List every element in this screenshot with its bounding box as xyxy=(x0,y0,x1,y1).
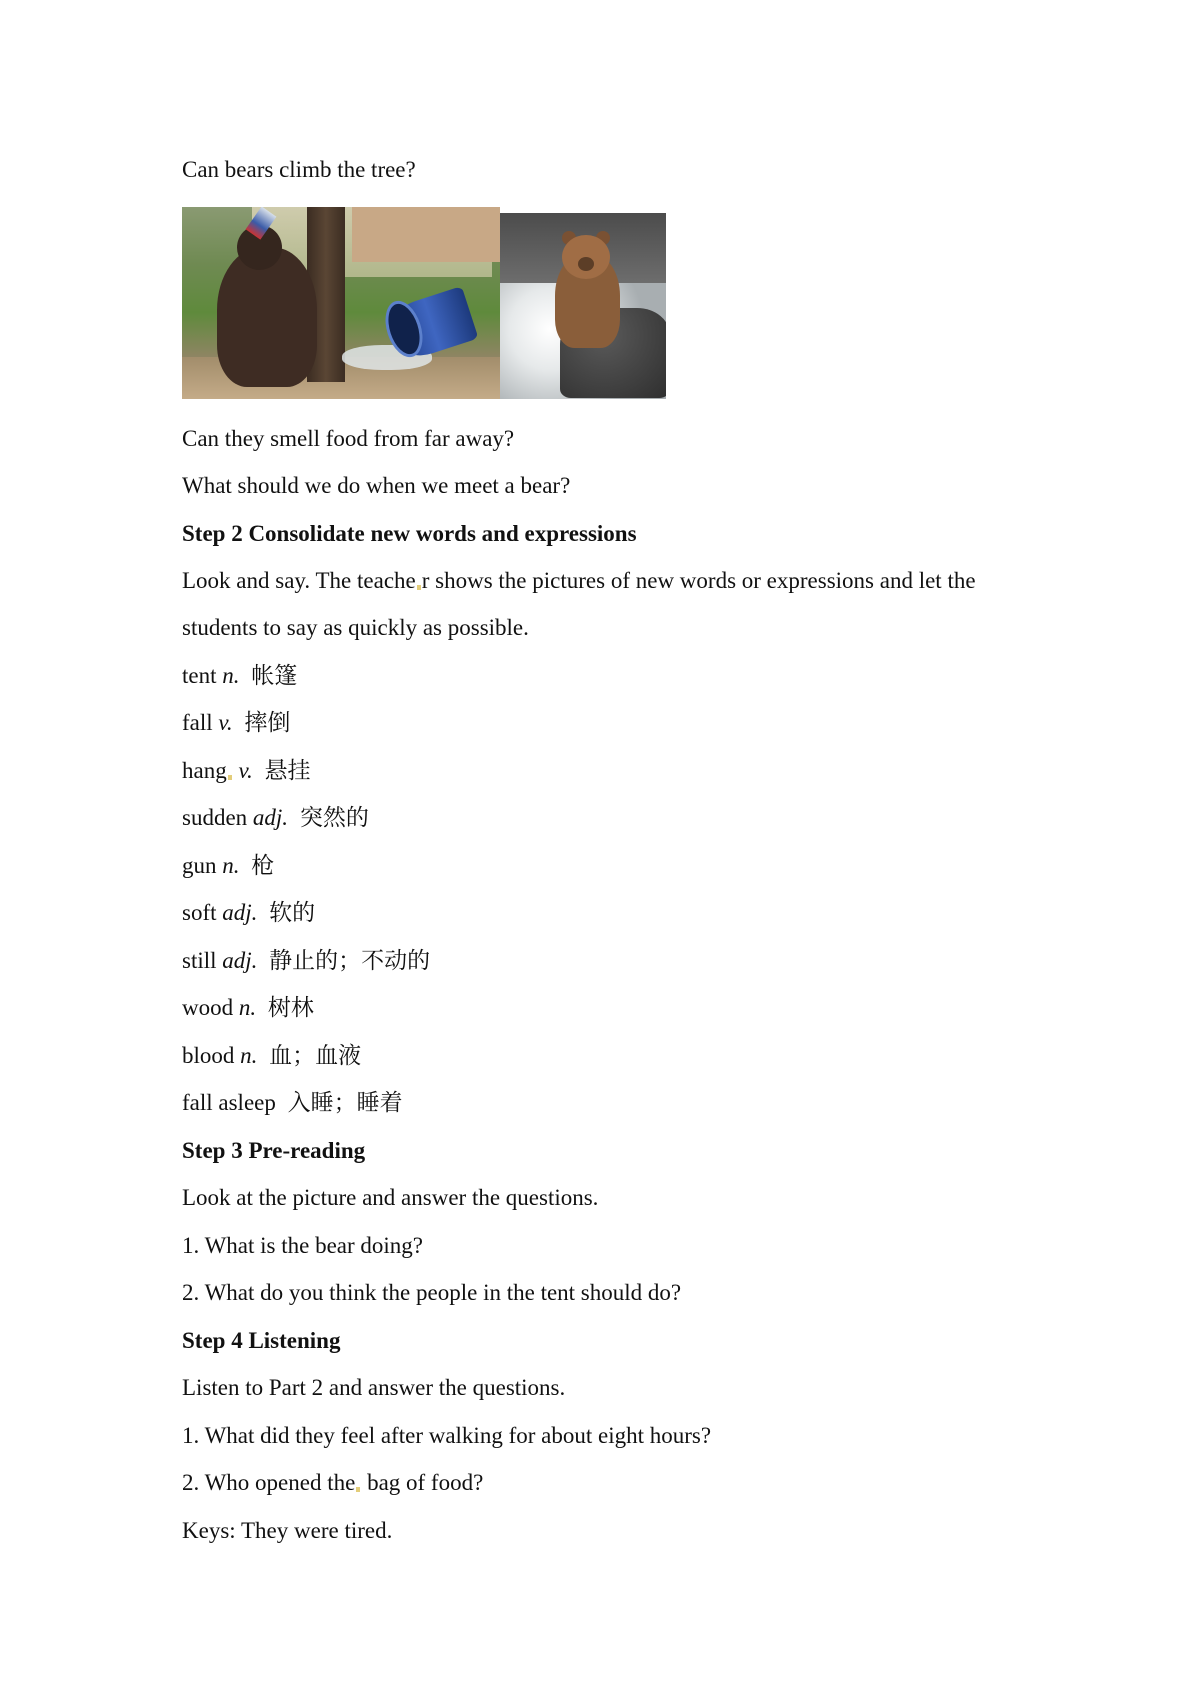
step3-heading: Step 3 Pre-reading xyxy=(182,1138,366,1163)
edit-mark xyxy=(417,585,421,590)
vocab-pos: n. xyxy=(238,995,257,1020)
vocab-word: fall asleep xyxy=(182,1090,276,1115)
vocab-meaning: 突然的 xyxy=(299,805,369,830)
step2-intro-line2: students to say as quickly as possible. xyxy=(182,615,529,640)
vocab-word: blood xyxy=(182,1043,235,1068)
vocab-word: soft xyxy=(182,900,217,925)
vocab-word: sudden xyxy=(182,805,248,830)
vocab-word: hang xyxy=(182,758,227,783)
vocab-word: still xyxy=(182,948,217,973)
step4-question-1: 1. What did they feel after walking for about eight hours? xyxy=(182,1423,712,1448)
vocab-meaning: 血；血液 xyxy=(269,1043,362,1068)
step4-intro: Listen to Part 2 and answer the questions. xyxy=(182,1375,566,1400)
vocab-item xyxy=(182,946,430,976)
bear-trash-can-photo xyxy=(182,207,500,399)
question-smell: Can they smell food from far away? xyxy=(182,426,515,451)
vocab-word: tent xyxy=(182,663,217,688)
step2-intro-text-a: Look and say. The teache xyxy=(182,568,416,593)
vocab-pos: adj. xyxy=(222,900,258,925)
vocab-pos: v. xyxy=(218,710,233,735)
edit-mark xyxy=(356,1487,360,1492)
vocab-pos: v. xyxy=(238,758,253,783)
vocab-pos: n. xyxy=(240,1043,258,1068)
vocab-meaning: 枪 xyxy=(251,853,275,878)
step3-question-1: 1. What is the bear doing? xyxy=(182,1233,424,1258)
vocab-item xyxy=(182,708,290,738)
step4-q2-text-a: 2. Who opened the xyxy=(182,1470,356,1495)
vocab-meaning: 树林 xyxy=(267,995,314,1020)
vocab-item xyxy=(182,851,274,881)
vocab-meaning: 静止的；不动的 xyxy=(269,948,431,973)
bear-river-photo xyxy=(500,213,666,399)
step2-intro-line1 xyxy=(182,566,976,596)
vocab-item xyxy=(182,993,314,1023)
vocab-item xyxy=(182,803,369,833)
question-meet: What should we do when we meet a bear? xyxy=(182,473,571,498)
step3-intro: Look at the picture and answer the questions. xyxy=(182,1185,599,1210)
step2-intro-text-b: r shows the pictures of new words or expressions and let the xyxy=(421,568,976,593)
vocab-word: gun xyxy=(182,853,217,878)
vocab-item xyxy=(182,898,315,928)
vocab-item xyxy=(182,756,310,786)
step4-question-2 xyxy=(182,1468,483,1498)
vocab-word: wood xyxy=(182,995,234,1020)
edit-mark xyxy=(228,775,232,780)
keys-answer: Keys: They were tired. xyxy=(182,1518,393,1543)
question-climb: Can bears climb the tree? xyxy=(182,157,416,182)
step4-q2-text-b: bag of food? xyxy=(361,1470,484,1495)
vocab-meaning: 悬挂 xyxy=(264,758,311,783)
vocab-meaning: 摔倒 xyxy=(244,710,291,735)
vocab-word: fall xyxy=(182,710,213,735)
vocab-meaning: 帐篷 xyxy=(251,663,298,688)
vocab-item xyxy=(182,1088,403,1118)
vocab-pos: n. xyxy=(222,663,240,688)
step2-heading: Step 2 Consolidate new words and expressions xyxy=(182,521,637,546)
step4-heading: Step 4 Listening xyxy=(182,1328,341,1353)
step3-question-2: 2. What do you think the people in the tent should do? xyxy=(182,1280,682,1305)
vocab-item xyxy=(182,1041,361,1071)
vocab-meaning: 入睡；睡着 xyxy=(287,1090,403,1115)
vocab-pos: adj. xyxy=(252,805,289,830)
vocab-meaning: 软的 xyxy=(269,900,316,925)
vocab-pos: n. xyxy=(222,853,240,878)
vocab-item xyxy=(182,661,297,691)
vocab-pos: adj. xyxy=(222,948,258,973)
